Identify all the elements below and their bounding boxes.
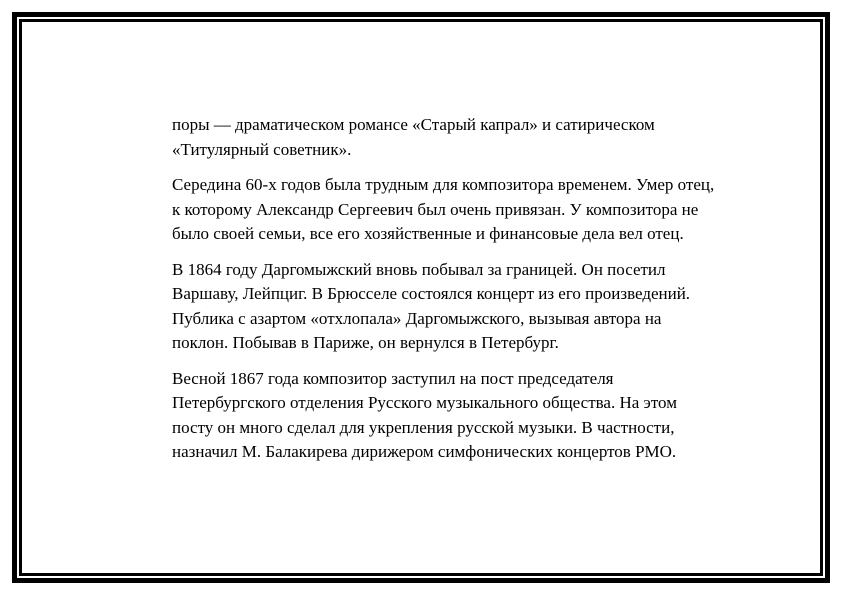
paragraph-2: Середина 60-х годов была трудным для композитора временем. Умер отец, к которому Александр Сергеевич был очень привязан. У композитора не было своей семьи, все его хозяйственные и финансовые дела вел отец. — [172, 175, 715, 243]
paragraph-1: поры — драматическом романсе «Старый капрал» и сатирическом «Титулярный советник». — [172, 115, 655, 159]
paragraph-3: В 1864 году Даргомыжский вновь побывал за границей. Он посетил Варшаву, Лейпциг. В Брюсселе состоялся концерт из его произведений. Публика с азартом «отхлопала» Даргомыжского, вызывая автора на поклон. Побывав в Париже, он вернулся в Петербург. — [172, 259, 691, 352]
paragraph-4: Весной 1867 года композитор заступил на пост председателя Петербургского отделения Русского музыкального общества. На этом посту он много сделал для укрепления русской музыки. В частности, назначил М. Балакирева дирижером симфонических концертов РМО. — [172, 368, 677, 461]
document-body — [172, 113, 717, 476]
